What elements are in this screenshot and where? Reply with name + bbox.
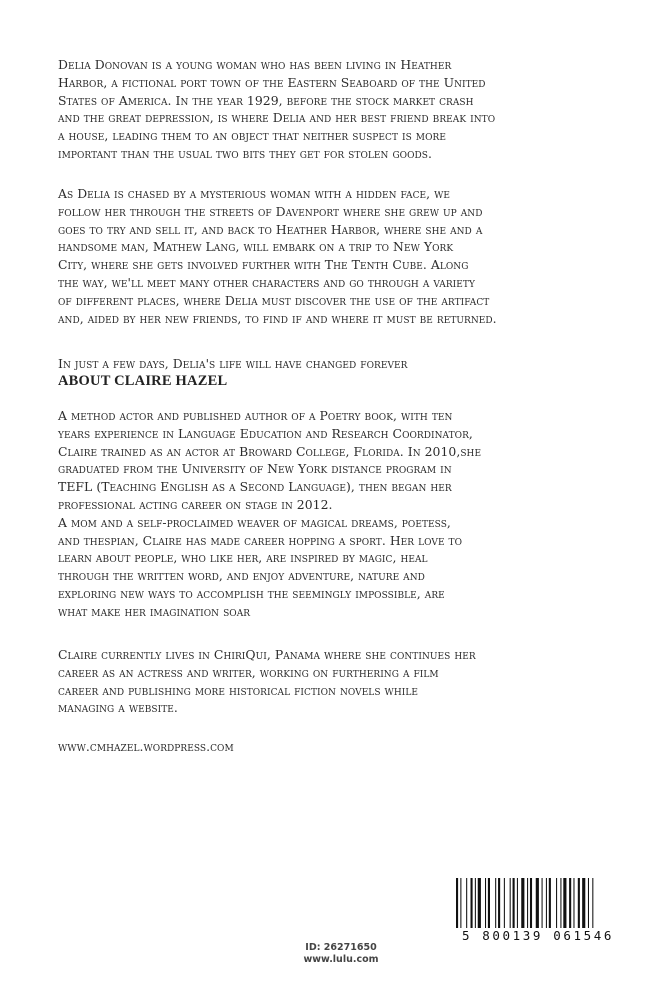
barcode-bar (588, 878, 589, 928)
barcode-bar (592, 878, 593, 928)
barcode-bar (527, 878, 528, 928)
barcode-bar (478, 878, 481, 928)
barcode-bar (536, 878, 539, 928)
publisher-id-block (286, 942, 396, 966)
barcode-bar (578, 878, 580, 928)
barcode-bar (475, 878, 476, 928)
barcode-bar (556, 878, 557, 928)
synopsis-paragraph-3: In just a few days, Delia's life will have changed forever (58, 356, 408, 371)
barcode-bar (456, 878, 458, 928)
barcode-bar (517, 878, 518, 928)
barcode-bar (488, 878, 490, 928)
barcode-bar (498, 878, 500, 928)
barcode-bars (454, 878, 622, 928)
barcode-bar (582, 878, 585, 928)
barcode-bar (521, 878, 524, 928)
synopsis-paragraph-1: Delia Donovan is a young woman who has been living in Heather Harbor, a fictional port town of the Eastern Seaboard of the United States of America. In the year 1929, before the stock market crash and the great depression, is where Delia and her best friend break into a house, leading them to an object that neither suspect is more important than the usual two bits they get for stolen goods. (58, 57, 496, 161)
barcode-digits (440, 928, 636, 943)
barcode-bar (460, 878, 461, 928)
barcode-bar (513, 878, 515, 928)
barcode-bar (471, 878, 473, 928)
barcode-bar (569, 878, 571, 928)
barcode-digit-group: 5 (462, 928, 473, 943)
barcode-bar (549, 878, 551, 928)
barcode-digit-group: 061546 (553, 928, 614, 943)
barcode-digit-group: 800139 (482, 928, 544, 943)
barcode-bar (485, 878, 486, 928)
publisher-site: www.lulu.com (303, 954, 379, 965)
barcode-bar (560, 878, 561, 928)
barcode-bar (510, 878, 511, 928)
synopsis-paragraph-2: As Delia is chased by a mysterious woman with a hidden face, we follow her through the streets of Davenport where she grew up and goes to try and sell it, and back to Heather Harbor, where she and a handsome man, Mathew Lang, will embark on a trip to New York City, where she gets involved further with The Tenth Cube. Along the way, we'll meet many other characters and go through a variety of different places, where Delia must discover the use of the artifact and, aided by her new friends, to find if and where it must be returned. (58, 186, 497, 326)
publisher-id: ID: 26271650 (305, 942, 377, 953)
author-website: www.cmhazel.wordpress.com (58, 739, 234, 754)
barcode-bar (495, 878, 496, 928)
about-author-heading: ABOUT CLAIRE HAZEL (58, 373, 228, 389)
author-bio-paragraph-2: Claire currently lives in ChiriQui, Panama where she continues her career as an actress and writer, working on furthering a film career and publishing more historical fiction novels while managing a website. (58, 647, 476, 716)
isbn-barcode (440, 866, 636, 966)
barcode-bar (466, 878, 467, 928)
barcode-bar (546, 878, 547, 928)
barcode-bar (573, 878, 574, 928)
barcode-bar (542, 878, 543, 928)
barcode-bar (504, 878, 505, 928)
author-bio-paragraph-1: A method actor and published author of a Poetry book, with ten years experience in Language Education and Research Coordinator, Claire trained as an actor at Broward College, Florida. In 2010,she graduated from the University of New York distance program in TEFL (Teaching English as a Second Language), then began her professional acting career on stage in 2012. A mom and a self-proclaimed weaver of magical dreams, poetess, and thespian, Claire has made career hopping a sport. Her love to learn about people, who like her, are inspired by magic, heal through the written word, and enjoy adventure, nature and exploring new ways to accomplish the seemingly impossible, are what make her imagination soar (58, 408, 482, 619)
barcode-bar (563, 878, 566, 928)
barcode-bar (530, 878, 532, 928)
